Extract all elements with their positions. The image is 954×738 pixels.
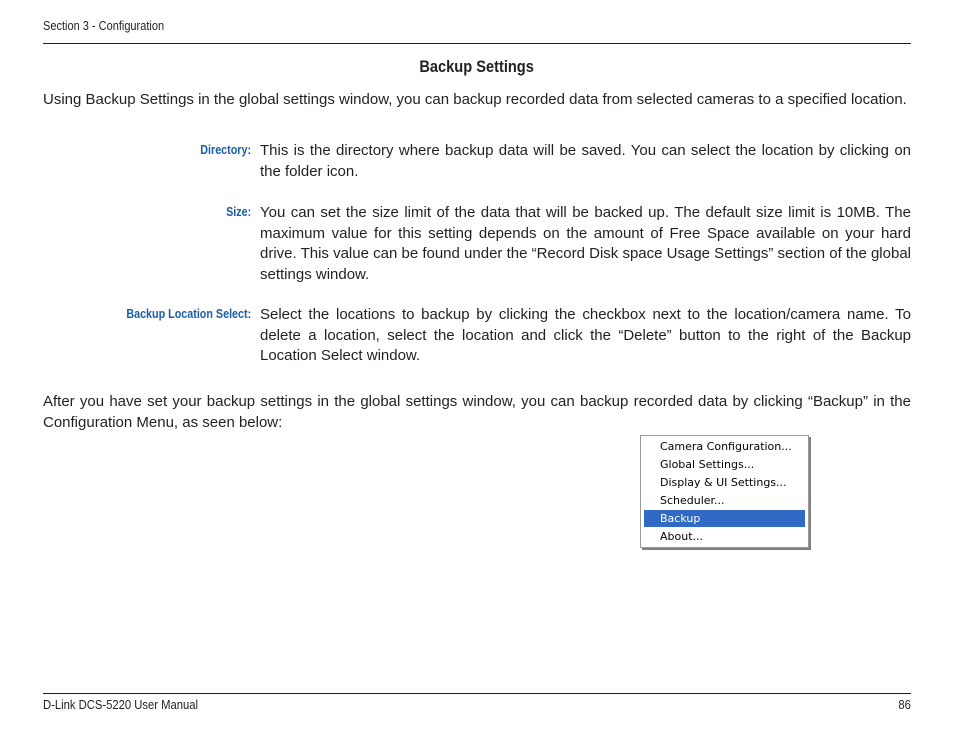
intro-paragraph: Using Backup Settings in the global settings window, you can backup recorded data from selected cameras to a specified location. — [43, 91, 907, 108]
definition-term-directory: Directory: — [200, 143, 251, 157]
definition-desc-backup-location-select: Select the locations to backup by clicking the checkbox next to the location/camera name. To delete a location, select the location and click the “Delete” button to the right of the Backup Location Select window. — [260, 306, 911, 364]
page-title-text: Backup Settings — [419, 57, 535, 76]
menu-item-backup[interactable]: Backup — [644, 510, 805, 527]
menu-item-global-settings[interactable]: Global Settings... — [660, 458, 755, 471]
definition-term-size: Size: — [225, 205, 251, 219]
definition-term-backup-location-select: Backup Location Select: — [126, 307, 251, 321]
definition-desc-directory: This is the directory where backup data will be saved. You can select the location by clicking on the folder icon. — [260, 142, 911, 180]
page-number: 86 — [898, 698, 911, 712]
menu-item-scheduler[interactable]: Scheduler... — [660, 494, 725, 507]
footer-manual-title: D-Link DCS-5220 User Manual — [43, 698, 199, 712]
menu-item-about[interactable]: About... — [660, 530, 704, 543]
configuration-menu — [640, 435, 809, 548]
menu-item-camera-configuration[interactable]: Camera Configuration... — [660, 440, 792, 453]
definition-desc-size: You can set the size limit of the data that will be backed up. The default size limit is 10MB. The maximum value for this setting depends on the amount of Free Space available on your hard drive. This value can be found under the “Record Disk space Usage Settings” section of the global settings window. — [260, 204, 911, 283]
footer-divider — [43, 693, 911, 694]
page-title — [0, 57, 954, 77]
outro-paragraph: After you have set your backup settings in the global settings window, you can backup recorded data by clicking “Backup” in the Configuration Menu, as seen below: — [43, 393, 911, 431]
menu-item-display-ui-settings[interactable]: Display & UI Settings... — [660, 476, 787, 489]
section-header: Section 3 - Configuration — [43, 19, 165, 33]
header-divider — [43, 43, 911, 44]
